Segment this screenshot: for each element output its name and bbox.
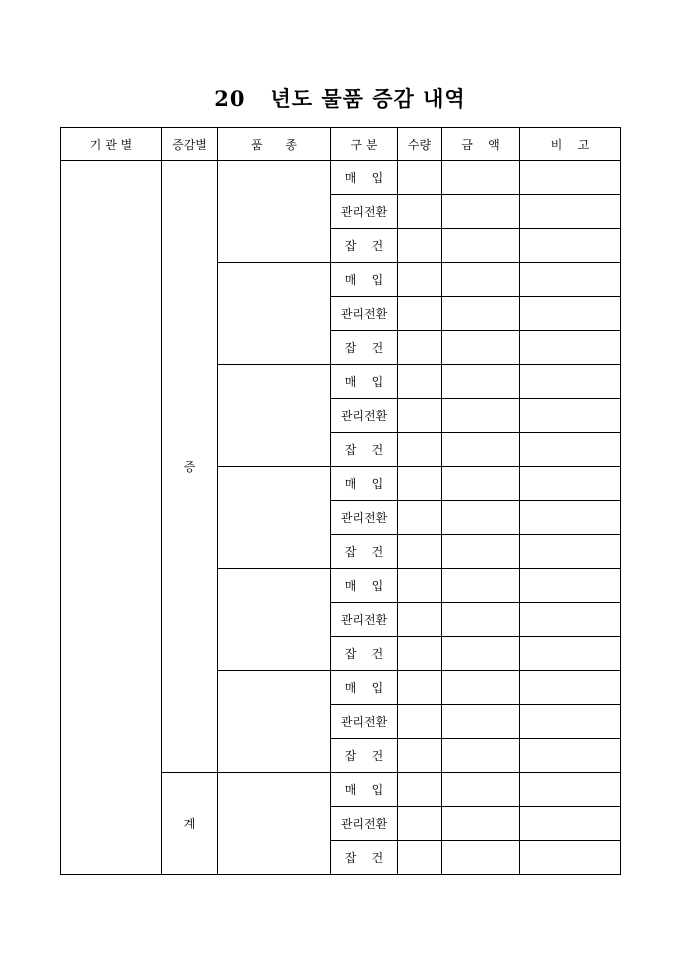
item-type-cell (218, 365, 331, 467)
table-row (61, 161, 621, 195)
category-cell: 관리전환 (331, 195, 398, 229)
header-quantity: 수량 (398, 128, 442, 161)
amount-cell (442, 263, 520, 297)
category-cell: 관리전환 (331, 603, 398, 637)
remarks-cell (520, 161, 621, 195)
header-remarks: 비 고 (520, 128, 621, 161)
item-type-cell (218, 569, 331, 671)
quantity-cell (398, 365, 442, 399)
category-cell: 잡 건 (331, 841, 398, 875)
quantity-cell (398, 331, 442, 365)
item-type-cell (218, 161, 331, 263)
remarks-cell (520, 501, 621, 535)
amount-cell (442, 739, 520, 773)
page-title: 20 년도 물품 증감 내역 (214, 86, 466, 111)
quantity-cell (398, 603, 442, 637)
amount-cell (442, 195, 520, 229)
category-cell: 관리전환 (331, 807, 398, 841)
amount-cell (442, 161, 520, 195)
category-cell: 매 입 (331, 773, 398, 807)
item-type-cell (218, 263, 331, 365)
quantity-cell (398, 671, 442, 705)
remarks-cell (520, 331, 621, 365)
amount-cell (442, 535, 520, 569)
amount-cell (442, 841, 520, 875)
amount-cell (442, 433, 520, 467)
quantity-cell (398, 535, 442, 569)
category-cell: 잡 건 (331, 637, 398, 671)
category-cell: 매 입 (331, 161, 398, 195)
remarks-cell (520, 195, 621, 229)
quantity-cell (398, 229, 442, 263)
category-cell: 관리전환 (331, 705, 398, 739)
quantity-cell (398, 637, 442, 671)
remarks-cell (520, 229, 621, 263)
remarks-cell (520, 671, 621, 705)
amount-cell (442, 331, 520, 365)
quantity-cell (398, 297, 442, 331)
remarks-cell (520, 569, 621, 603)
category-cell: 잡 건 (331, 433, 398, 467)
quantity-cell (398, 739, 442, 773)
category-cell: 잡 건 (331, 535, 398, 569)
amount-cell (442, 671, 520, 705)
remarks-cell (520, 773, 621, 807)
remarks-cell (520, 603, 621, 637)
category-cell: 매 입 (331, 263, 398, 297)
quantity-cell (398, 195, 442, 229)
amount-cell (442, 705, 520, 739)
quantity-cell (398, 433, 442, 467)
amount-cell (442, 807, 520, 841)
quantity-cell (398, 399, 442, 433)
total-cell: 계 (162, 773, 218, 875)
quantity-cell (398, 501, 442, 535)
amount-cell (442, 467, 520, 501)
inventory-change-table (60, 127, 621, 875)
category-cell: 매 입 (331, 671, 398, 705)
amount-cell (442, 365, 520, 399)
category-cell: 매 입 (331, 467, 398, 501)
quantity-cell (398, 841, 442, 875)
remarks-cell (520, 263, 621, 297)
amount-cell (442, 501, 520, 535)
amount-cell (442, 603, 520, 637)
remarks-cell (520, 807, 621, 841)
remarks-cell (520, 365, 621, 399)
amount-cell (442, 399, 520, 433)
remarks-cell (520, 433, 621, 467)
category-cell: 관리전환 (331, 399, 398, 433)
item-type-cell (218, 467, 331, 569)
quantity-cell (398, 569, 442, 603)
quantity-cell (398, 467, 442, 501)
amount-cell (442, 569, 520, 603)
amount-cell (442, 297, 520, 331)
item-type-cell (218, 773, 331, 875)
amount-cell (442, 773, 520, 807)
agency-cell (61, 161, 162, 875)
header-agency: 기 관 별 (61, 128, 162, 161)
remarks-cell (520, 739, 621, 773)
header-row (61, 128, 621, 161)
category-cell: 관리전환 (331, 297, 398, 331)
category-cell: 잡 건 (331, 229, 398, 263)
remarks-cell (520, 705, 621, 739)
quantity-cell (398, 161, 442, 195)
category-cell: 매 입 (331, 365, 398, 399)
item-type-cell (218, 671, 331, 773)
header-amount: 금 액 (442, 128, 520, 161)
quantity-cell (398, 705, 442, 739)
remarks-cell (520, 467, 621, 501)
quantity-cell (398, 263, 442, 297)
category-cell: 잡 건 (331, 739, 398, 773)
amount-cell (442, 637, 520, 671)
remarks-cell (520, 399, 621, 433)
quantity-cell (398, 773, 442, 807)
quantity-cell (398, 807, 442, 841)
header-item-type: 품 종 (218, 128, 331, 161)
header-change-type: 증감별 (162, 128, 218, 161)
category-cell: 매 입 (331, 569, 398, 603)
remarks-cell (520, 841, 621, 875)
remarks-cell (520, 535, 621, 569)
remarks-cell (520, 297, 621, 331)
amount-cell (442, 229, 520, 263)
category-cell: 관리전환 (331, 501, 398, 535)
change-type-cell: 증 (162, 161, 218, 773)
remarks-cell (520, 637, 621, 671)
category-cell: 잡 건 (331, 331, 398, 365)
header-category: 구 분 (331, 128, 398, 161)
